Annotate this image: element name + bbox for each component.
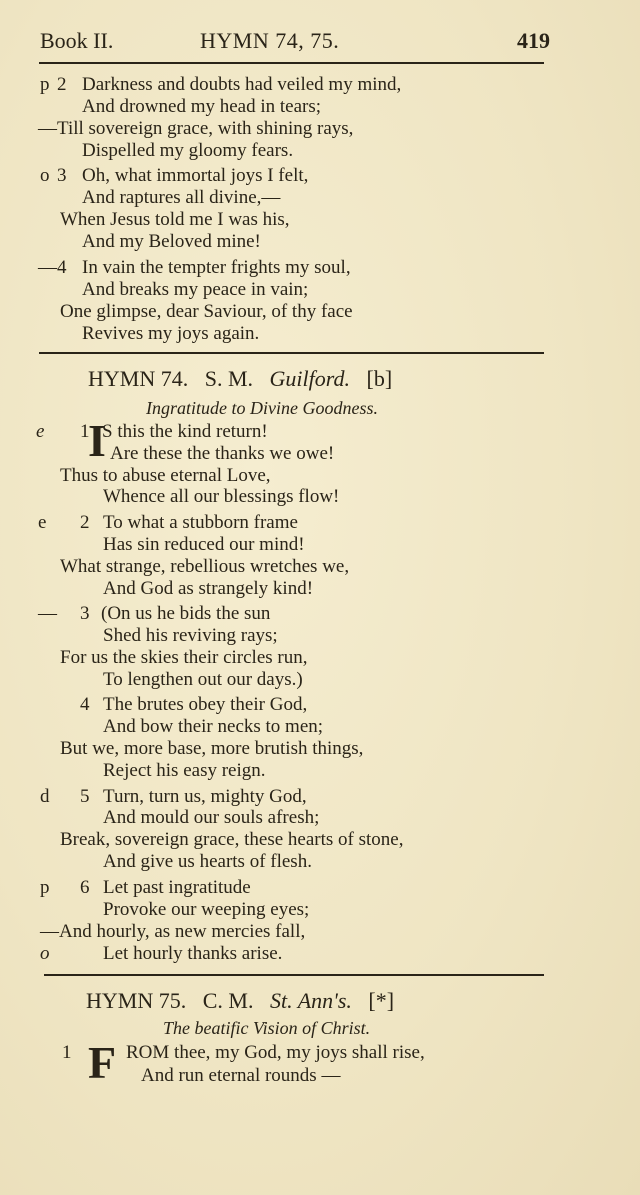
verse-line: Turn, turn us, mighty God, <box>103 786 307 807</box>
verse-line: Let past ingratitude <box>103 877 251 898</box>
verse-line: Has sin reduced our mind! <box>103 534 305 555</box>
stanza-number: 1 <box>62 1042 72 1063</box>
dynamic-mark: d <box>40 786 50 807</box>
book-label: Book II. <box>40 28 114 53</box>
verse-line: —And hourly, as new mercies fall, <box>40 921 306 942</box>
hymn-subtitle: The beatific Vision of Christ. <box>163 1018 371 1038</box>
stanza-number: 2 <box>57 74 67 95</box>
dynamic-mark: — <box>38 257 57 278</box>
drop-cap: F <box>88 1037 117 1088</box>
hymn-tag: [*] <box>368 988 395 1013</box>
verse-line: Shed his reviving rays; <box>103 625 278 646</box>
section-rule <box>44 974 544 976</box>
verse-line: Dispelled my gloomy fears. <box>82 140 294 161</box>
running-header <box>40 28 550 58</box>
verse-line: To what a stubborn frame <box>103 512 298 533</box>
verse-line: S this the kind return! <box>102 421 268 442</box>
verse-line: And drowned my head in tears; <box>82 96 322 117</box>
header-title: HYMN 74, 75. <box>200 28 340 53</box>
verse-line: Oh, what immortal joys I felt, <box>82 165 309 186</box>
verse-line: Thus to abuse eternal Love, <box>60 465 271 486</box>
verse-line: —Till sovereign grace, with shining rays, <box>38 118 354 139</box>
page-number: 419 <box>517 28 550 53</box>
verse-line: And breaks my peace in vain; <box>82 279 309 300</box>
verse-line: To lengthen out our days.) <box>103 669 303 690</box>
verse-line: When Jesus told me I was his, <box>60 209 290 230</box>
verse-line: And mould our souls afresh; <box>103 807 320 828</box>
stanza-number: 4 <box>57 257 67 278</box>
verse-line: (On us he bids the sun <box>101 603 271 624</box>
dynamic-mark: e <box>38 512 47 533</box>
dynamic-mark: p <box>40 877 50 898</box>
hymn-tune: Guilford. <box>269 366 351 391</box>
stanza-number: 3 <box>57 165 67 186</box>
dynamic-mark: p <box>40 74 50 95</box>
verse-line: The brutes obey their God, <box>103 694 308 715</box>
stanza-number: 2 <box>80 512 90 533</box>
dynamic-mark: o <box>40 165 50 186</box>
verse-line: Reject his easy reign. <box>103 760 266 781</box>
stanza-number: 1 <box>80 421 90 442</box>
dynamic-mark: — <box>38 603 57 624</box>
hymn-tune: St. Ann's. <box>269 988 352 1013</box>
hymn-75-title <box>86 988 394 1014</box>
verse-line: And my Beloved mine! <box>82 231 261 252</box>
hymn-tag: [b] <box>366 366 393 391</box>
hymn-meter: C. M. <box>202 988 254 1013</box>
hymn-heading: HYMN 75. <box>86 988 187 1013</box>
verse-line: What strange, rebellious wretches we, <box>60 556 350 577</box>
hymn-meter: S. M. <box>204 366 254 391</box>
drop-cap: I <box>88 415 106 466</box>
verse-line: Darkness and doubts had veiled my mind, <box>82 74 402 95</box>
verse-line: One glimpse, dear Saviour, of thy face <box>60 301 353 322</box>
stanza-number: 3 <box>80 603 90 624</box>
verse-line: ROM thee, my God, my joys shall rise, <box>126 1042 425 1063</box>
dynamic-mark: o <box>40 943 50 964</box>
verse-line: Let hourly thanks arise. <box>103 943 283 964</box>
verse-line: But we, more base, more brutish things, <box>60 738 364 759</box>
verse-line: And raptures all divine,— <box>82 187 281 208</box>
verse-line: Break, sovereign grace, these hearts of stone, <box>60 829 404 850</box>
hymn-subtitle: Ingratitude to Divine Goodness. <box>146 398 378 418</box>
hymn-74-title <box>88 366 392 392</box>
section-rule <box>39 352 544 354</box>
verse-line: And run eternal rounds — <box>141 1065 341 1086</box>
stanza-number: 6 <box>80 877 90 898</box>
verse-line: Revives my joys again. <box>82 323 260 344</box>
verse-line: And God as strangely kind! <box>103 578 314 599</box>
verse-line: Whence all our blessings flow! <box>103 486 340 507</box>
verse-line: And give us hearts of flesh. <box>103 851 312 872</box>
verse-line: And bow their necks to men; <box>103 716 324 737</box>
verse-line: For us the skies their circles run, <box>60 647 308 668</box>
hymn-heading: HYMN 74. <box>88 366 189 391</box>
verse-line: In vain the tempter frights my soul, <box>82 257 351 278</box>
verse-line: Are these the thanks we owe! <box>110 443 335 464</box>
dynamic-mark: e <box>36 421 45 442</box>
stanza-number: 4 <box>80 694 90 715</box>
header-rule <box>39 62 544 64</box>
verse-line: Provoke our weeping eyes; <box>103 899 310 920</box>
stanza-number: 5 <box>80 786 90 807</box>
